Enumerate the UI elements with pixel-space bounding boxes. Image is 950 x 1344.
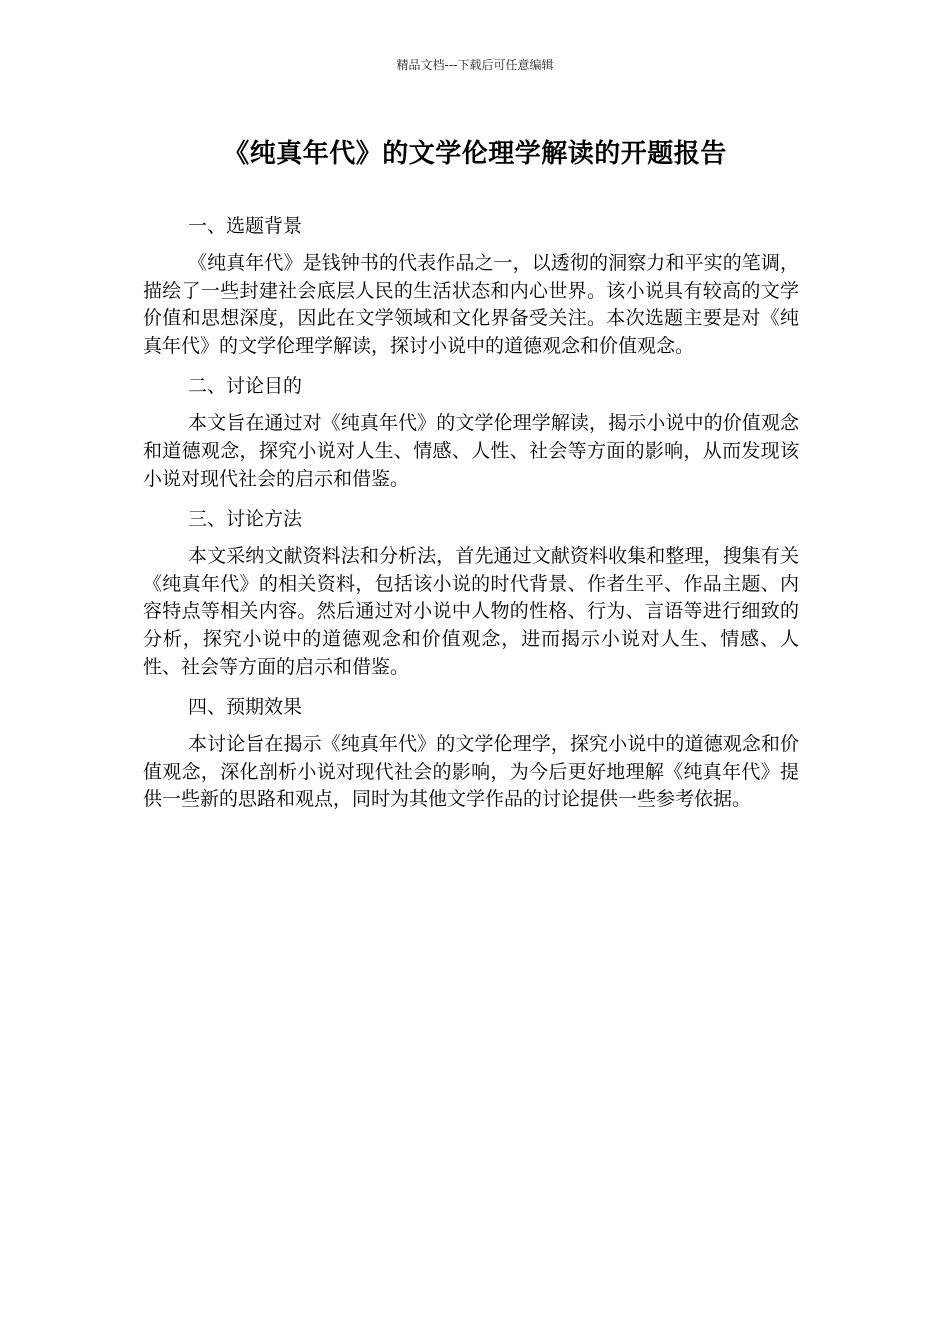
document-title: 《纯真年代》的文学伦理学解读的开题报告: [223, 139, 727, 169]
section-body: 本讨论旨在揭示《纯真年代》的文学伦理学，探究小说中的道德观念和价值观念，深化剖析小说对现代社会的影响，为今后更好地理解《纯真年代》提供一些新的思路和观点，同时为其他文学作品的讨论提供一些参考依据。: [143, 733, 799, 811]
section-method: [143, 505, 799, 681]
section-heading: 三、讨论方法: [188, 508, 303, 531]
section-heading: 四、预期效果: [188, 696, 303, 719]
document-content: [143, 212, 799, 826]
section-heading: 一、选题背景: [188, 215, 303, 237]
section-heading: 二、讨论目的: [188, 375, 303, 398]
section-body: 《纯真年代》是钱钟书的代表作品之一，以透彻的洞察力和平实的笔调，描绘了一些封建社会底层人民的生活状态和内心世界。该小说具有较高的文学价值和思想深度，因此在文学领域和文化界备受关注。本次选题主要是对《纯真年代》的文学伦理学解读，探讨小说中的道德观念和价值观念。: [143, 252, 799, 357]
header-note: 精品文档---下载后可任意编辑: [396, 58, 554, 72]
section-body: 本文旨在通过对《纯真年代》的文学伦理学解读，揭示小说中的价值观念和道德观念，探究小说对人生、情感、人性、社会等方面的影响，从而发现该小说对现代社会的启示和借鉴。: [143, 412, 799, 490]
section-expected-results: [143, 693, 799, 814]
section-purpose: [143, 372, 799, 493]
section-background: [143, 212, 799, 360]
section-body: 本文采纳文献资料法和分析法，首先通过文献资料收集和整理，搜集有关《纯真年代》的相关资料，包括该小说的时代背景、作者生平、作品主题、内容特点等相关内容。然后通过对小说中人物的性格、行为、言语等进行细致的分析，探究小说中的道德观念和价值观念，进而揭示小说对人生、情感、人性、社会等方面的启示和借鉴。: [143, 545, 799, 678]
